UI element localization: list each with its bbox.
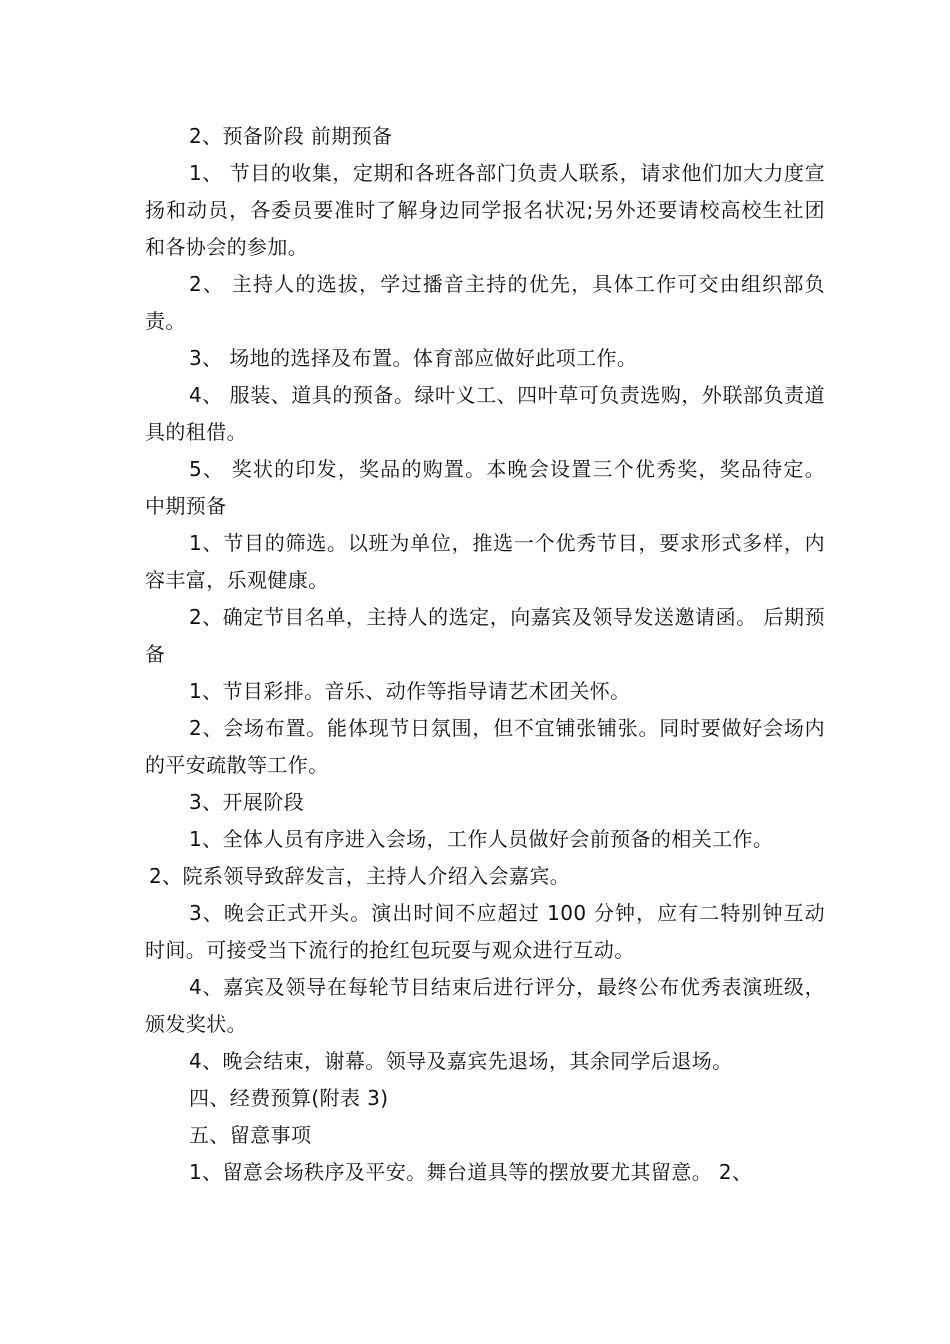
paragraph-notes-1: 1、留意会场秩序及平安。舞台道具等的摆放要尤其留意。 2、 xyxy=(189,1160,753,1184)
paragraph-venue-layout: 3、 场地的选择及布置。体育部应做好此项工作。 xyxy=(189,346,638,370)
paragraph-venue-setup: 2、会场布置。能体现节日氛围，但不宜铺张铺张。同时要做好会场内的平安疏散等工作。 xyxy=(145,716,825,777)
paragraph-show-start: 3、晚会正式开头。演出时间不应超过 100 分钟，应有二特别钟互动时间。可接受当下流行的抢红包玩耍与观众进行互动。 xyxy=(145,901,825,962)
paragraph-execution-stage: 3、开展阶段 xyxy=(189,790,305,814)
paragraph-program-screening: 1、节目的筛选。以班为单位，推选一个优秀节目，要求形式多样，内容丰富，乐观健康。 xyxy=(145,531,825,592)
document-body xyxy=(145,118,825,1191)
paragraph-budget: 四、经费预算(附表 3) xyxy=(189,1086,389,1110)
paragraph-rehearsal: 1、节目彩排。音乐、动作等指导请艺术团关怀。 xyxy=(189,679,631,703)
paragraph-program-list: 2、确定节目名单，主持人的选定，向嘉宾及领导发送邀请函。 后期预备 xyxy=(145,605,825,666)
paragraph-scoring: 4、嘉宾及领导在每轮节目结束后进行评分，最终公布优秀表演班级，颁发奖状。 xyxy=(145,975,825,1036)
paragraph-costume-props: 4、 服装、道具的预备。绿叶义工、四叶草可负责选购，外联部负责道具的租借。 xyxy=(145,383,825,444)
paragraph-preparation-stage: 2、预备阶段 前期预备 xyxy=(189,124,393,148)
paragraph-awards: 5、 奖状的印发，奖品的购置。本晚会设置三个优秀奖，奖品待定。 中期预备 xyxy=(145,457,825,518)
paragraph-notes-heading: 五、留意事项 xyxy=(189,1123,312,1147)
paragraph-opening-speech: 2、院系领导致辞发言，主持人介绍入会嘉宾。 xyxy=(149,864,571,888)
paragraph-program-collection: 1、 节目的收集，定期和各班各部门负责人联系，请求他们加大力度宣扬和动员，各委员要准时了解身边同学报名状况;另外还要请校高校生社团和各协会的参加。 xyxy=(145,161,825,259)
paragraph-entry: 1、全体人员有序进入会场，工作人员做好会前预备的相关工作。 xyxy=(189,827,774,851)
paragraph-host-selection: 2、 主持人的选拔，学过播音主持的优先，具体工作可交由组织部负责。 xyxy=(145,272,825,333)
paragraph-ending: 4、晚会结束，谢幕。领导及嘉宾先退场，其余同学后退场。 xyxy=(189,1049,733,1073)
